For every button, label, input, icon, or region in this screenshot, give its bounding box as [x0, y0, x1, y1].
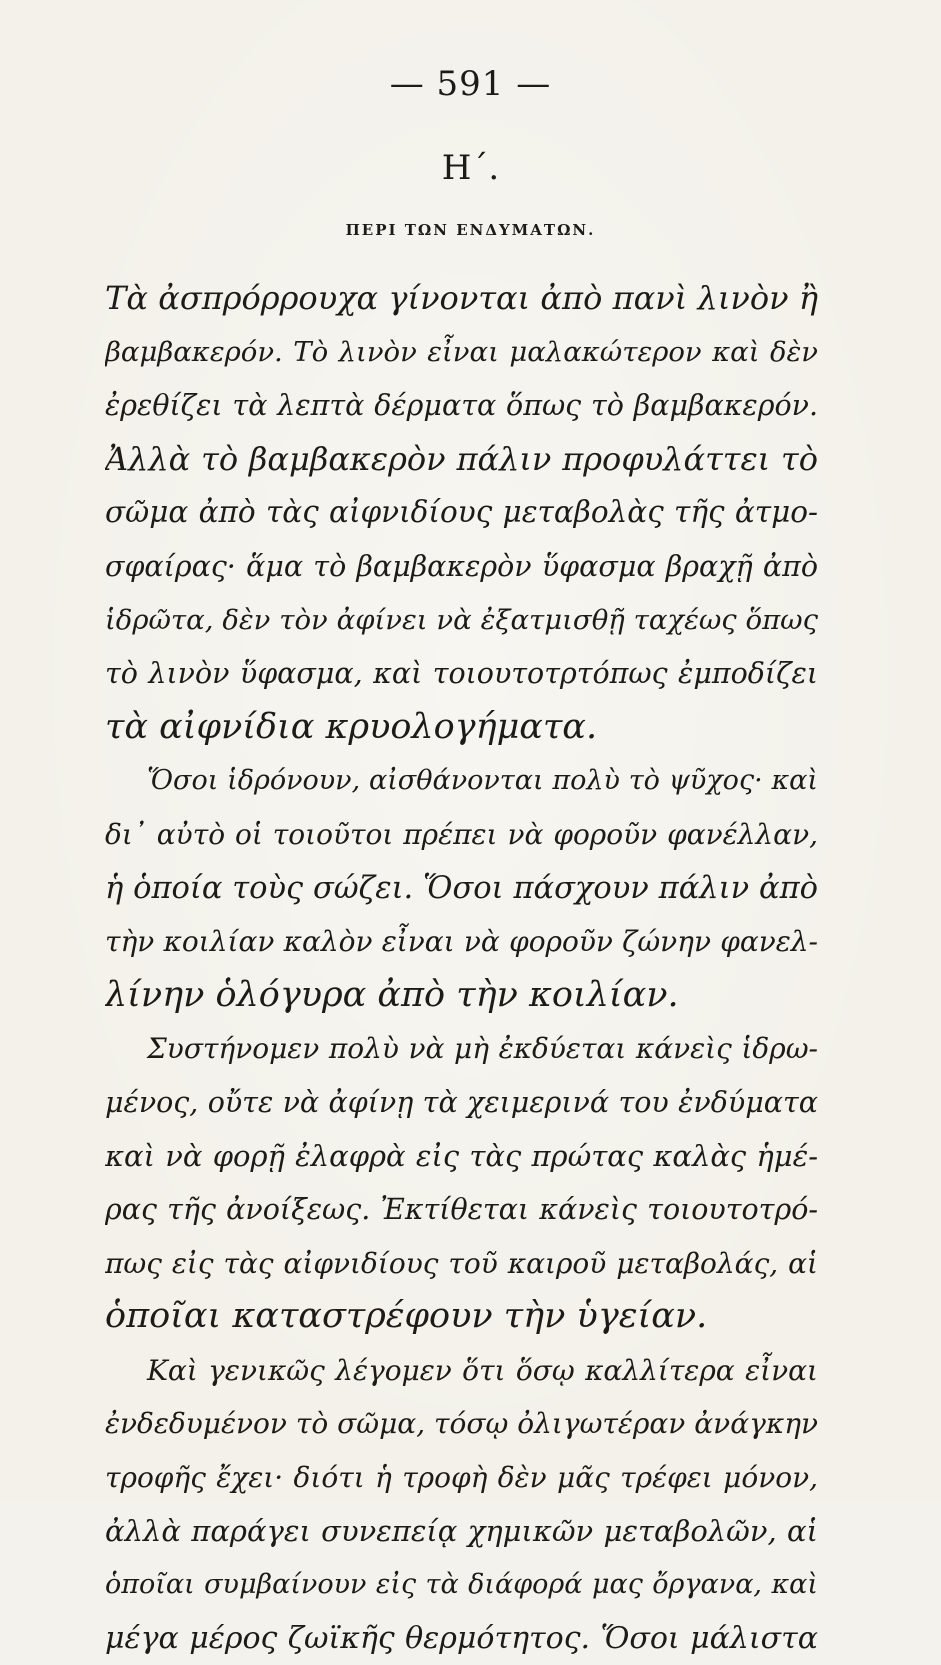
text-line: Τὰ ἀσπρόρρουχα γίνονται ἀπὸ πανὶ λινὸν ἢ [105, 279, 818, 317]
text-line: βαμβακερόν. Τὸ λινὸν εἶναι μαλακώτερον καὶ δὲν [105, 335, 818, 368]
text-line: ὁποῖαι καταστρέφουν τὴν ὑγείαν. [105, 1296, 708, 1337]
text-line: μένος, οὔτε νὰ ἀφίνῃ τὰ χειμερινά του ἐνδύματα [105, 1085, 818, 1119]
text-line: Συστήνομεν πολὺ νὰ μὴ ἐκδύεται κάνεὶς ἱδρω- [147, 1032, 818, 1066]
text-line: ἱδρῶτα, δὲν τὸν ἀφίνει νὰ ἐξατμισθῇ ταχέως ὅπως [105, 603, 818, 636]
text-line: καὶ νὰ φορῇ ἐλαφρὰ εἰς τὰς πρώτας καλὰς ἡμέ- [105, 1138, 818, 1173]
text-line: ρας τῆς ἀνοίξεως. Ἐκτίθεται κάνεὶς τοιουτοτρό- [105, 1193, 818, 1227]
text-line: τὴν κοιλίαν καλὸν εἶναι νὰ φοροῦν ζώνην φανελ- [105, 925, 818, 959]
text-line: μέγα μέρος ζωϊκῆς θερμότητος. Ὅσοι μάλιστα [105, 1620, 818, 1656]
text-line: ἐνδεδυμένον τὸ σῶμα, τόσῳ ὀλιγωτέραν ἀνάγκην [105, 1407, 818, 1441]
text-line: ἡ ὁποία τοὺς σώζει. Ὅσοι πάσχουν πάλιν ἀπὸ [105, 870, 818, 906]
page-number: — 591 — [389, 64, 552, 104]
text-line: λίνην ὁλόγυρα ἀπὸ τὴν κοιλίαν. [105, 974, 679, 1015]
chapter-heading: ΠΕΡΙ ΤΩΝ ΕΝΔΥΜΑΤΩΝ. [345, 221, 596, 239]
text-line: ὁποῖαι συμβαίνουν εἰς τὰ διάφορά μας ὄργανα, καὶ [105, 1569, 818, 1601]
text-line: τὰ αἰφνίδια κρυολογήματα. [105, 706, 598, 747]
text-line: ἐρεθίζει τὰ λεπτὰ δέρματα ὅπως τὸ βαμβακερόν. [105, 389, 818, 423]
text-line: δι᾽ αὐτὸ οἱ τοιοῦτοι πρέπει νὰ φοροῦν φανέλλαν, [105, 817, 818, 851]
text-line: ἀλλὰ παράγει συνεπείᾳ χημικῶν μεταβολῶν, αἱ [105, 1513, 818, 1548]
text-line: πως εἰς τὰς αἰφνιδίους τοῦ καιροῦ μεταβολάς, αἱ [105, 1246, 818, 1280]
text-line: σῶμα ἀπὸ τὰς αἰφνιδίους μεταβολὰς τῆς ἀτμο- [105, 495, 818, 530]
text-line: σφαίρας· ἅμα τὸ βαμβακερὸν ὕφασμα βραχῇ ἀπὸ [105, 549, 818, 583]
text-line: τροφῆς ἔχει· διότι ἡ τροφὴ δὲν μᾶς τρέφει μόνον, [105, 1461, 818, 1495]
body-text [105, 272, 818, 1665]
text-line: τὸ λινὸν ὕφασμα, καὶ τοιουτοτρτόπως ἐμποδίζει [105, 657, 818, 691]
text-line: Καὶ γενικῶς λέγομεν ὅτι ὅσῳ καλλίτερα εἶναι [147, 1353, 818, 1387]
text-line: Ἀλλὰ τὸ βαμβακερὸν πάλιν προφυλάττει τὸ [105, 439, 818, 478]
section-number: Η΄. [441, 148, 500, 188]
text-line: Ὅσοι ἱδρόνουν, αἰσθάνονται πολὺ τὸ ψῦχος· καὶ [147, 765, 818, 797]
